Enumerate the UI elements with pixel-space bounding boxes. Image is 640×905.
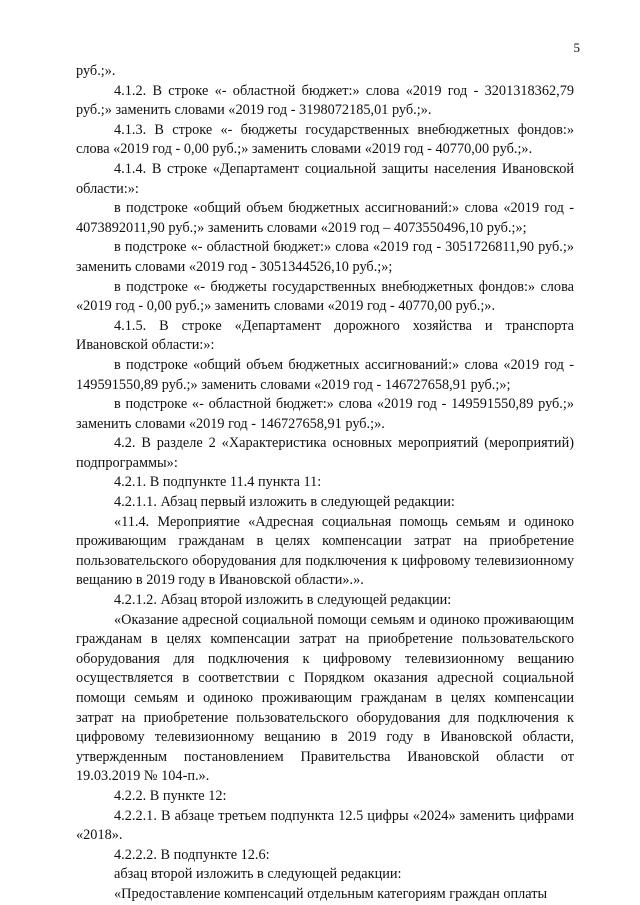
paragraph: 4.2.2.2. В подпункте 12.6:	[114, 846, 270, 863]
paragraph: 4.2. В разделе 2 «Характеристика основных мероприятий (мероприятий) подпрограммы»:	[76, 435, 574, 471]
paragraph: 4.1.5. В строке «Департамент дорожного хозяйства и транспорта Ивановской области:»:	[76, 317, 574, 354]
paragraph: абзац второй изложить в следующей редакции:	[114, 866, 402, 883]
paragraph: 4.2.1. В подпункте 11.4 пункта 11:	[114, 474, 322, 491]
paragraph: «Предоставление компенсаций отдельным категориям граждан оплаты	[114, 885, 548, 902]
paragraph: 4.1.4. В строке «Департамент социальной защиты населения Ивановской области:»:	[76, 160, 574, 197]
paragraph: 4.1.3. В строке «- бюджеты государственных внебюджетных фондов:» слова «2019 год - 0,00 руб.;» заменить словами «2019 год - 40770,00 руб.;».	[76, 121, 574, 158]
paragraph: в подстроке «- бюджеты государственных внебюджетных фондов:» слова «2019 год - 0,00 руб.;» заменить словами «2019 год - 40770,00 руб.;».	[76, 278, 574, 315]
paragraph: «11.4. Мероприятие «Адресная социальная помощь семьям и одиноко проживающим гражданам в целях компенсации затрат на приобретение пользовательского оборудования для подключения к цифровому телевизионному вещанию в 2019 году в Ивановской области».».	[76, 513, 574, 589]
document-body	[76, 62, 574, 905]
paragraph: в подстроке «общий объем бюджетных ассигнований:» слова «2019 год - 149591550,89 руб.;» заменить словами «2019 год - 146727658,91 руб.;»;	[76, 356, 574, 393]
paragraph: 4.2.1.1. Абзац первый изложить в следующей редакции:	[114, 494, 455, 511]
paragraph: 4.2.2.1. В абзаце третьем подпункта 12.5 цифры «2024» заменить цифрами «2018».	[76, 807, 574, 844]
paragraph: 4.2.2. В пункте 12:	[114, 787, 227, 804]
paragraph: «Оказание адресной социальной помощи семьям и одиноко проживающим гражданам в целях компенсации затрат на приобретение пользовательского оборудования для подключения к цифровому телевизионному вещанию осуществляется в соответствии с Порядком оказания адресной социальной помощи семьям и одиноко проживающим гражданам в целях компенсации затрат на приобретение пользовательского оборудования для подключения к цифровому телевизионному вещанию в 2019 году в Ивановской области, утвержденным постановлением Правительства Ивановской области от 19.03.2019 № 104-п.».	[76, 611, 574, 785]
paragraph: в подстроке «- областной бюджет:» слова «2019 год - 149591550,89 руб.;» заменить словами «2019 год - 146727658,91 руб.;».	[76, 396, 574, 432]
paragraph: в подстроке «общий объем бюджетных ассигнований:» слова «2019 год - 4073892011,90 руб.;» заменить словами «2019 год – 4073550496,10 руб.;»;	[76, 200, 574, 236]
page-number: 5	[573, 40, 580, 55]
paragraph: руб.;».	[76, 63, 116, 79]
paragraph: 4.1.2. В строке «- областной бюджет:» слова «2019 год - 3201318362,79 руб.;» заменить словами «2019 год - 3198072185,01 руб.;».	[76, 82, 574, 119]
paragraph: 4.2.1.2. Абзац второй изложить в следующей редакции:	[114, 592, 452, 609]
paragraph: в подстроке «- областной бюджет:» слова «2019 год - 3051726811,90 руб.;» заменить словами «2019 год - 3051344526,10 руб.;»;	[76, 239, 574, 275]
